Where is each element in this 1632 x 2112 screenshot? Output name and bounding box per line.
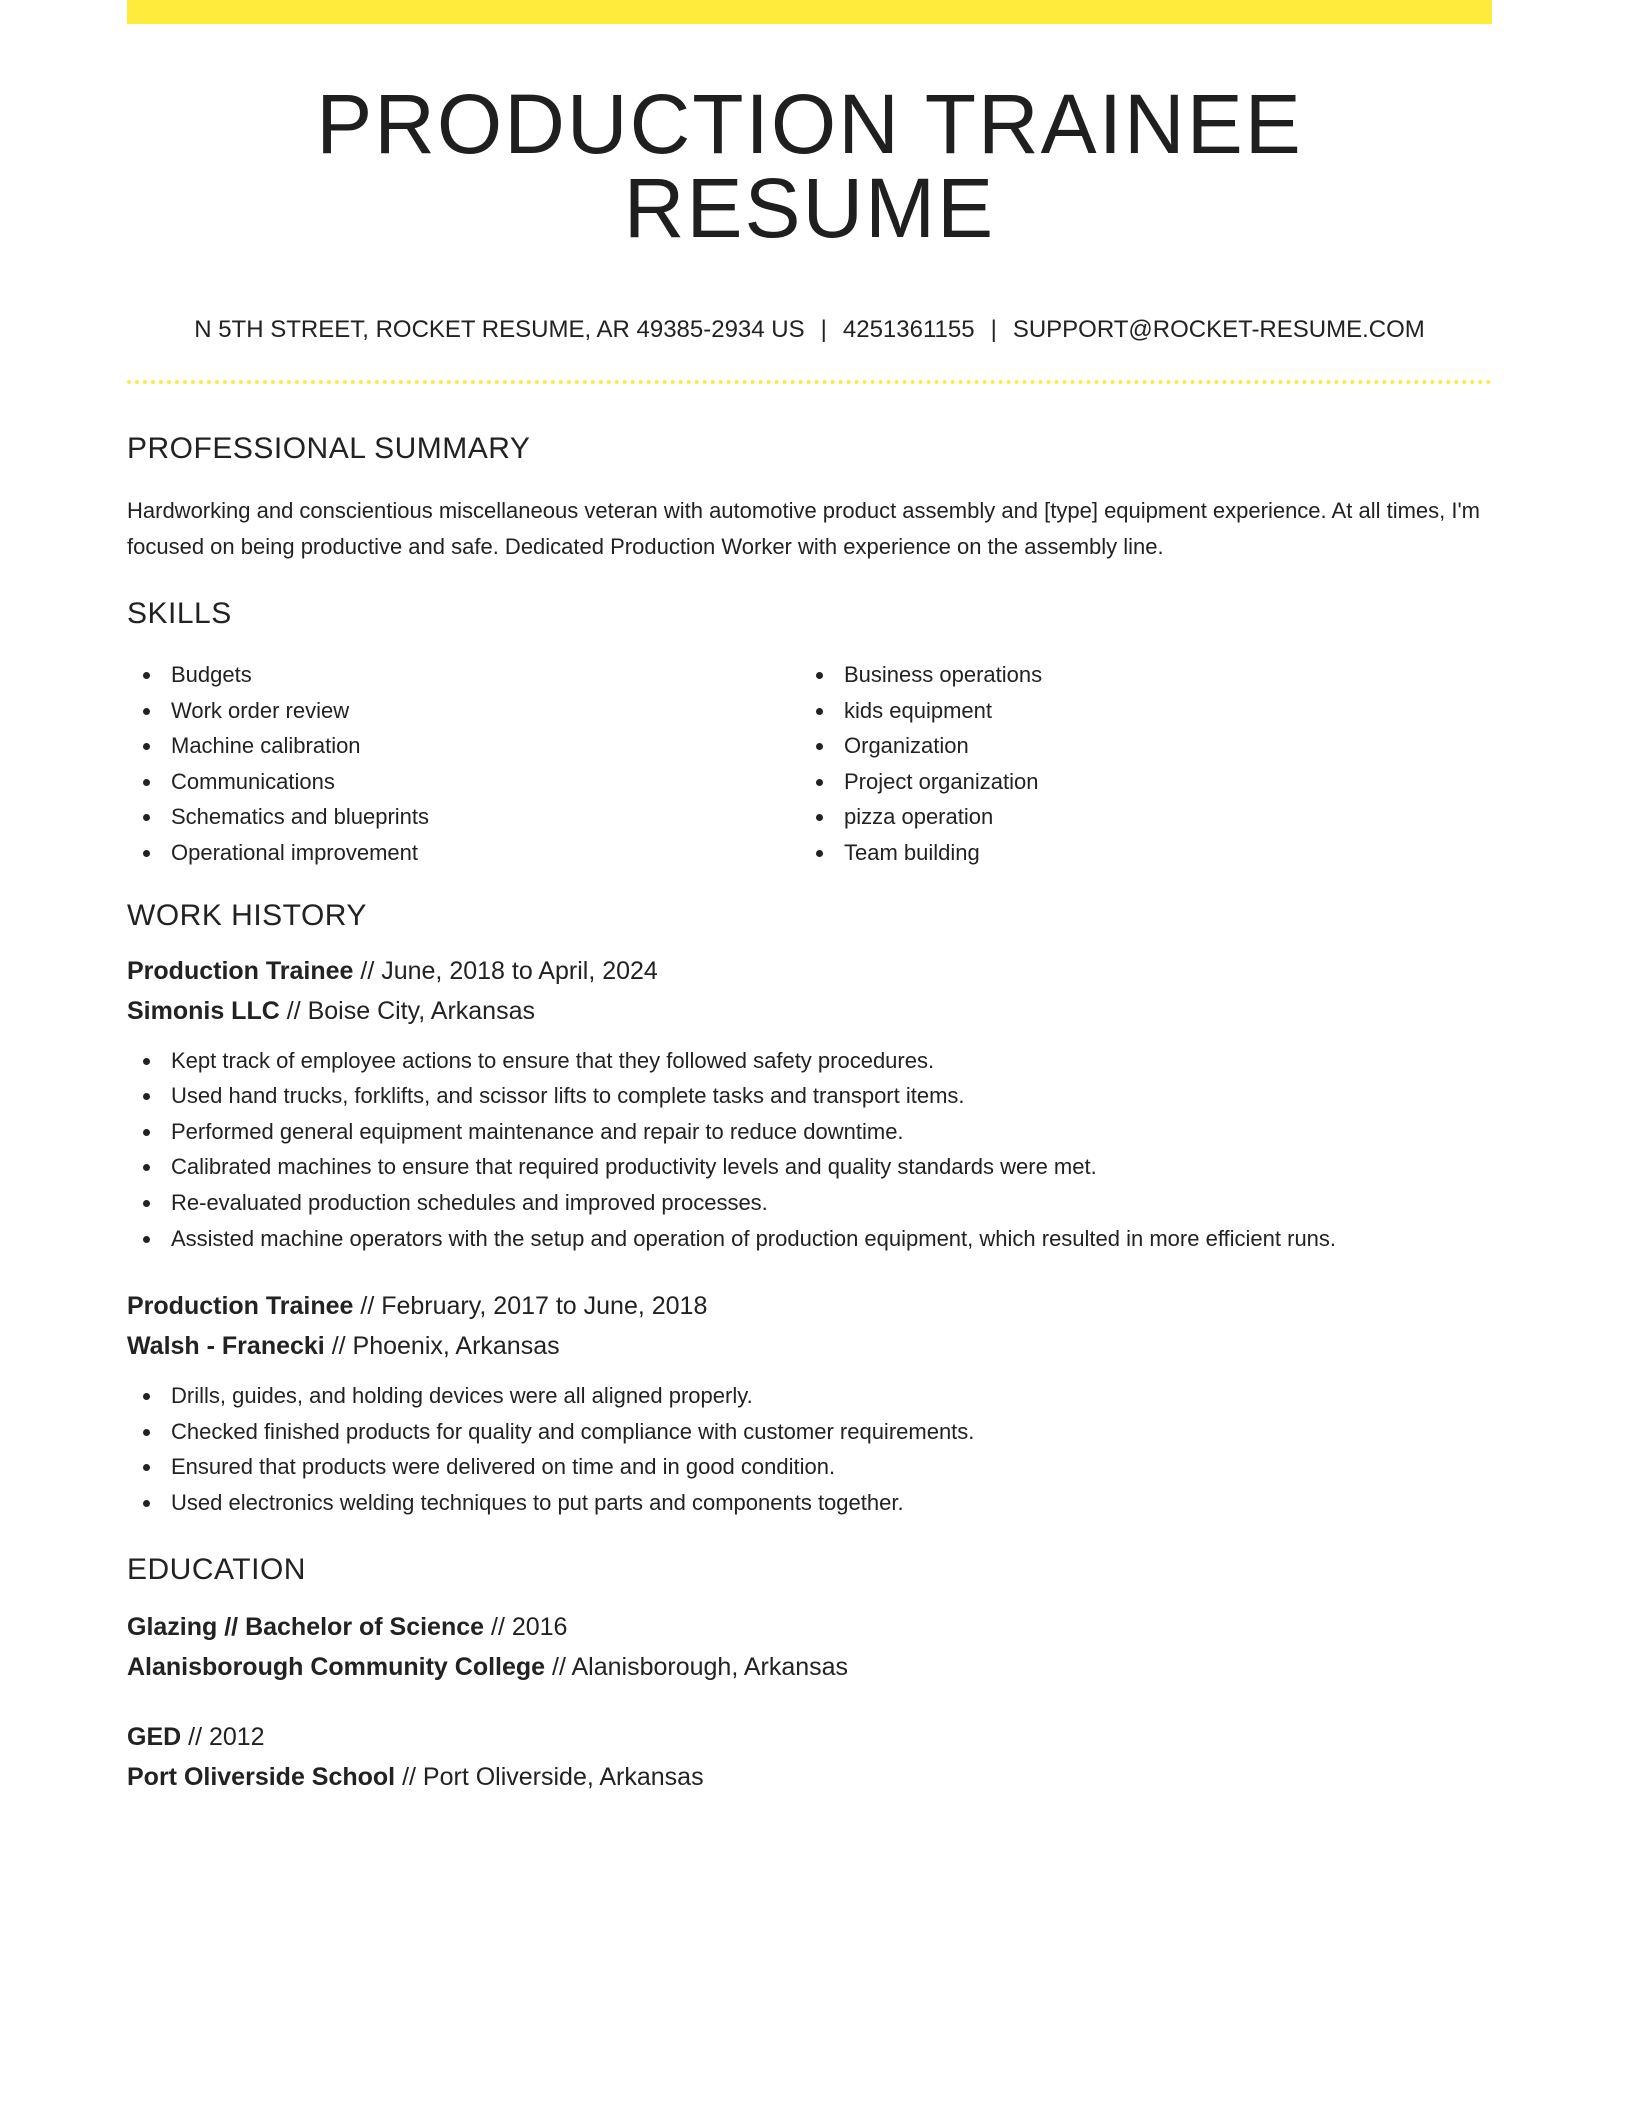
skill-item: kids equipment (800, 693, 1473, 729)
education-location: // Alanisborough, Arkansas (545, 1652, 849, 1681)
job-location: // Boise City, Arkansas (279, 996, 535, 1025)
contact-line (127, 318, 1492, 342)
contact-separator: | (990, 316, 997, 343)
skill-item: pizza operation (800, 799, 1473, 835)
duty-item: Used electronics welding techniques to put parts and components together. (127, 1485, 1492, 1521)
education-school-line (127, 1647, 1492, 1687)
dotted-divider (127, 380, 1492, 384)
job-duties (127, 1043, 1492, 1257)
work-history-heading: WORK HISTORY (127, 898, 367, 932)
skill-item: Team building (800, 835, 1473, 871)
job-dates: // June, 2018 to April, 2024 (353, 956, 658, 985)
education-school: Alanisborough Community College (127, 1652, 546, 1681)
contact-address: N 5TH STREET, ROCKET RESUME, AR 49385-2934 US (194, 316, 805, 343)
contact-phone: 4251361155 (842, 316, 975, 343)
education-degree: GED (127, 1722, 182, 1751)
job-title: Production Trainee (127, 1292, 354, 1321)
education-year: // 2012 (181, 1722, 265, 1751)
job-entry (127, 1286, 1492, 1520)
summary-heading: PROFESSIONAL SUMMARY (127, 432, 531, 465)
duty-item: Performed general equipment maintenance and repair to reduce downtime. (127, 1114, 1492, 1150)
duty-item: Re-evaluated production schedules and improved processes. (127, 1185, 1492, 1221)
contact-email: SUPPORT@ROCKET-RESUME.COM (1012, 316, 1425, 343)
job-title: Production Trainee (127, 956, 354, 985)
skills-list (127, 657, 1492, 871)
skills-column-right (800, 657, 1473, 871)
job-company-line (127, 991, 1492, 1031)
job-duties (127, 1378, 1492, 1520)
job-title-line (127, 951, 1492, 991)
skill-item: Schematics and blueprints (127, 799, 800, 835)
duty-item: Ensured that products were delivered on time and in good condition. (127, 1449, 1492, 1485)
duty-item: Assisted machine operators with the setup and operation of production equipment, which resulted in more efficient runs. (127, 1221, 1492, 1257)
resume-page (127, 0, 1492, 1797)
education-degree-line (127, 1607, 1492, 1647)
education-school-line (127, 1757, 1492, 1797)
job-dates: // February, 2017 to June, 2018 (353, 1292, 708, 1321)
education-heading: EDUCATION (127, 1552, 306, 1586)
job-entry (127, 951, 1492, 1257)
job-company: Walsh - Franecki (127, 1332, 325, 1361)
skill-item: Budgets (127, 657, 800, 693)
education-year: // 2016 (484, 1612, 568, 1641)
duty-item: Calibrated machines to ensure that required productivity levels and quality standards were met. (127, 1149, 1492, 1185)
education-school: Port Oliverside School (127, 1762, 396, 1791)
job-company-line (127, 1326, 1492, 1366)
education-location: // Port Oliverside, Arkansas (395, 1762, 704, 1791)
skill-item: Business operations (800, 657, 1473, 693)
resume-title: PRODUCTION TRAINEE RESUME (316, 77, 1303, 255)
duty-item: Checked finished products for quality and compliance with customer requirements. (127, 1414, 1492, 1450)
skill-item: Organization (800, 728, 1473, 764)
contact-separator: | (820, 316, 827, 343)
skill-item: Machine calibration (127, 728, 800, 764)
duty-item: Drills, guides, and holding devices were all aligned properly. (127, 1378, 1492, 1414)
skill-item: Communications (127, 764, 800, 800)
education-degree-line (127, 1717, 1492, 1757)
skill-item: Project organization (800, 764, 1473, 800)
education-entry (127, 1717, 1492, 1797)
skills-heading: SKILLS (127, 597, 232, 630)
job-title-line (127, 1286, 1492, 1326)
skill-item: Operational improvement (127, 835, 800, 871)
duty-item: Used hand trucks, forklifts, and scissor lifts to complete tasks and transport items. (127, 1078, 1492, 1114)
education-entry (127, 1607, 1492, 1687)
duty-item: Kept track of employee actions to ensure that they followed safety procedures. (127, 1043, 1492, 1079)
summary-text: Hardworking and conscientious miscellaneous veteran with automotive product assembly and [type] equipment experience. At all times, I'm focused on being productive and safe. Dedicated Production Worker with experience on the assembly line. (127, 498, 1480, 559)
education-degree: Glazing // Bachelor of Science (127, 1612, 485, 1641)
job-company: Simonis LLC (127, 996, 280, 1025)
job-location: // Phoenix, Arkansas (324, 1332, 560, 1361)
skill-item: Work order review (127, 693, 800, 729)
accent-bar (127, 0, 1492, 24)
skills-column-left (127, 657, 800, 871)
